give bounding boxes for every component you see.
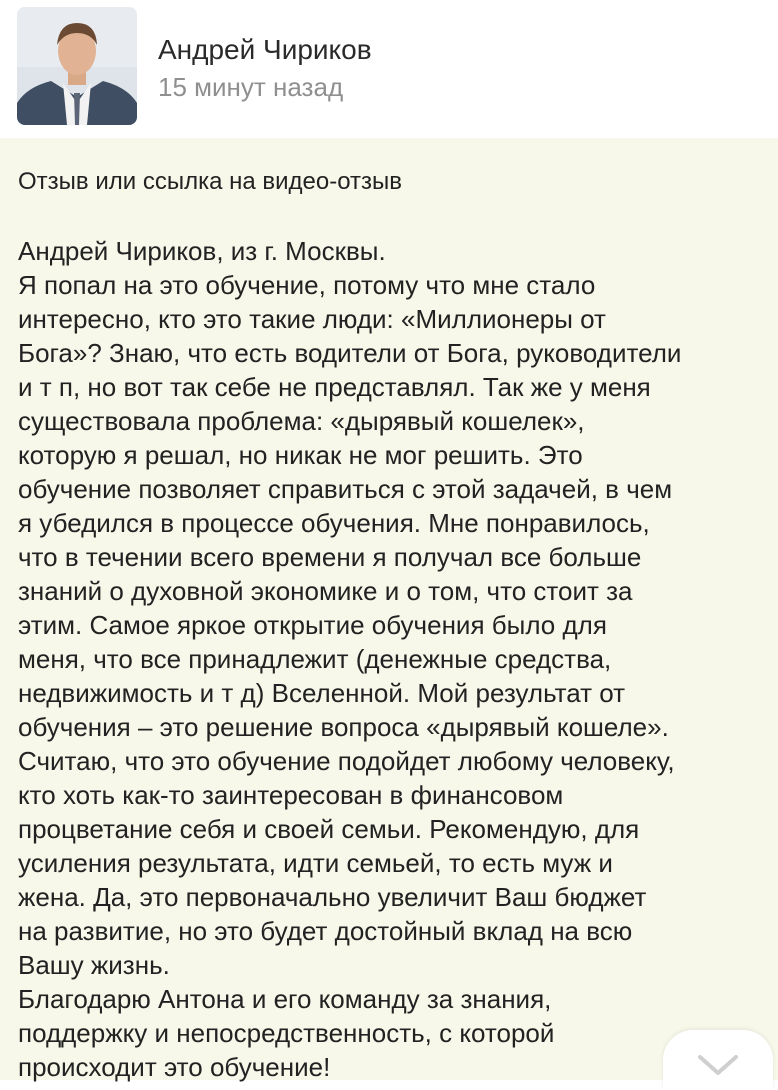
post-line: обучения – это решение вопроса «дырявый кошеле».: [18, 712, 669, 742]
post-line: на развитие, но это будет достойный вклад на всю: [18, 916, 633, 946]
post-header: [0, 0, 778, 138]
post-line: существовала проблема: «дырявый кошелек»,: [18, 406, 585, 436]
post-line: знаний о духовной экономике и о том, что стоит за: [18, 576, 633, 606]
post-line: процветание себя и своей семьи. Рекомендую, для: [18, 814, 640, 844]
post-line: усиления результата, идти семьей, то есть муж и: [18, 848, 613, 878]
post-line: кто хоть как-то заинтересован в финансовом: [18, 780, 564, 810]
post-line: недвижимость и т д) Вселенной. Мой результат от: [18, 678, 626, 708]
post-line: Бога»? Знаю, что есть водители от Бога, руководители: [18, 338, 682, 368]
post-line: я убедился в процессе обучения. Мне понравилось,: [18, 508, 650, 538]
post-timestamp: 15 минут назад: [158, 72, 344, 102]
expand-button[interactable]: [663, 1030, 773, 1090]
post-heading: Отзыв или ссылка на видео-отзыв: [18, 168, 403, 195]
post-line: которую я решал, но никак не мог решить. Это: [18, 440, 583, 470]
post-line: Считаю, что это обучение подойдет любому человеку,: [18, 746, 675, 776]
post-line: Андрей Чириков, из г. Москвы.: [18, 236, 386, 266]
chevron-down-icon: [697, 1054, 739, 1078]
post-line: и т п, но вот так себе не представлял. Так же у меня: [18, 372, 651, 402]
avatar-photo: [17, 7, 137, 125]
post-line: этим. Самое яркое открытие обучения было для: [18, 610, 607, 640]
post-line: Я попал на это обучение, потому что мне стало: [18, 270, 596, 300]
post-line: меня, что все принадлежит (денежные средства,: [18, 644, 612, 674]
post-line: жена. Да, это первоначально увеличит Ваш бюджет: [18, 882, 647, 912]
avatar[interactable]: [17, 7, 137, 125]
author-name[interactable]: Андрей Чириков: [158, 34, 372, 65]
post-line: Благодарю Антона и его команду за знания,: [18, 984, 552, 1014]
post-line: происходит это обучение!: [18, 1052, 331, 1082]
post-body: [0, 138, 778, 1080]
post-line: Вашу жизнь.: [18, 950, 170, 980]
post-text: [18, 234, 763, 1084]
post-line: обучение позволяет справиться с этой задачей, в чем: [18, 474, 673, 504]
post-line: поддержку и непосредственность, с которой: [18, 1018, 555, 1048]
post-line: что в течении всего времени я получал все больше: [18, 542, 642, 572]
post-line: интересно, кто это такие люди: «Миллионеры от: [18, 304, 606, 334]
